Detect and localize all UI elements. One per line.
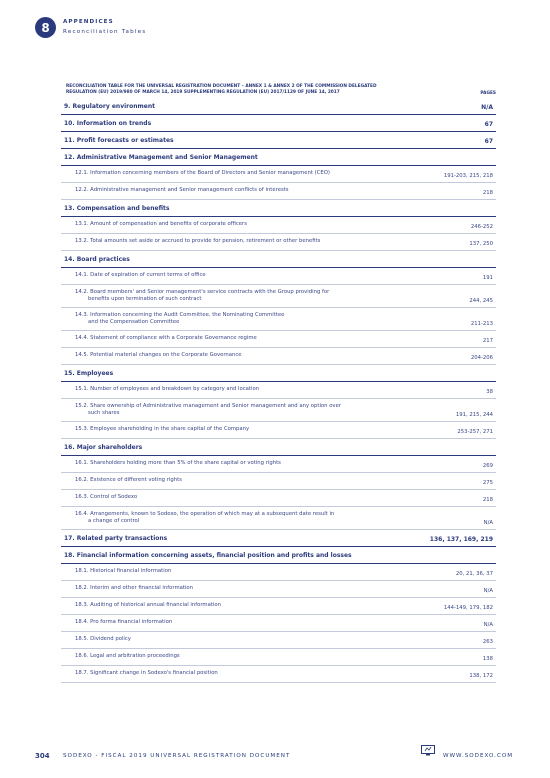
row-label-text: 18.1. Historical financial information [75,568,172,575]
row-label-text: 11. Profit forecasts or estimates [64,136,174,144]
row-pages: 136, 137, 169, 219 [429,536,493,543]
row-label [61,170,496,177]
row-label [61,653,496,660]
table-row [61,666,496,683]
table-row [61,456,496,473]
row-pages: N/A [483,520,493,526]
table-row [61,382,496,399]
reconciliation-table [61,98,496,683]
row-label [61,238,496,245]
row-label-text: 15.3. Employee shareholding in the share capital of the Company [75,426,250,433]
row-label-continuation: benefits upon termination of such contract [88,296,202,302]
row-label [61,602,496,609]
table-section-row [61,530,496,547]
footer-url[interactable]: WWW.SODEXO.COM [443,753,514,759]
row-pages: 275 [482,480,493,486]
row-label [61,403,496,418]
row-pages: 191, 215, 244 [455,412,493,418]
row-label-text: 14. Board practices [64,255,130,263]
row-label [61,477,496,484]
row-label [61,103,496,110]
row-label [61,370,496,377]
table-row [61,268,496,285]
row-label-text: 17. Related party transactions [64,534,168,542]
table-row [61,615,496,632]
row-label [61,460,496,467]
row-label [61,636,496,643]
row-pages: 218 [482,190,493,196]
row-label-text: 14.3. Information concerning the Audit Committee, the Nominating Committee [75,311,285,318]
table-section-row [61,547,496,564]
row-label-continuation: and the Compensation Committee [88,319,180,325]
table-row [61,348,496,365]
row-pages: 67 [484,138,493,145]
row-label-text: 18.6. Legal and arbitration proceedings [75,653,180,660]
row-label-text: 16.2. Existence of different voting rights [75,477,182,484]
row-label-text: 12.2. Administrative management and Senior management conflicts of interests [75,187,289,194]
row-label [61,352,496,359]
page-number: 304 [35,752,50,760]
row-label [61,426,496,433]
row-pages: 269 [482,463,493,469]
row-pages: N/A [481,104,493,111]
table-section-row [61,115,496,132]
row-label [61,511,496,526]
row-label [61,670,496,677]
row-label-text: 12. Administrative Management and Senior Management [64,153,258,161]
table-section-row [61,439,496,456]
table-row [61,331,496,348]
row-label-text: 14.2. Board members' and Senior management's service contracts with the Group providing for [75,288,330,295]
row-label-text: 16.4. Arrangements, known to Sodexo, the operation of which may at a subsequent date result in [75,510,335,517]
table-row [61,166,496,183]
row-label-text: 16.1. Shareholders holding more than 5% of the share capital or voting rights [75,460,281,467]
row-label [61,494,496,501]
row-pages: 20, 21, 36, 37 [455,571,493,577]
table-row [61,581,496,598]
row-label-text: 13. Compensation and benefits [64,204,170,212]
row-label [61,289,496,304]
pages-column-header: PAGES [480,91,496,96]
row-label-continuation: such shares [88,410,120,416]
row-label-text: 14.1. Date of expiration of current terms of office [75,272,206,279]
row-pages: 138 [482,656,493,662]
monitor-icon [421,745,435,756]
section-title: APPENDICES [63,19,114,25]
row-pages: 246-252 [470,224,493,230]
row-pages: 204-206 [470,355,493,361]
row-label [61,386,496,393]
row-pages: 67 [484,121,493,128]
row-label [61,335,496,342]
row-label [61,552,496,559]
row-label-text: 15.2. Share ownership of Administrative management and Senior management and any option over [75,402,342,409]
chapter-badge: 8 [35,17,56,38]
row-label [61,312,496,327]
table-row [61,217,496,234]
table-section-row [61,365,496,382]
row-pages: 137, 250 [469,241,493,247]
section-subtitle: Reconciliation Tables [63,29,147,35]
row-label [61,272,496,279]
table-row [61,564,496,581]
row-label-text: 15. Employees [64,369,114,377]
table-row [61,234,496,251]
row-pages: 138, 172 [469,673,493,679]
row-label-text: 10. Information on trends [64,119,152,127]
table-row [61,598,496,615]
table-row [61,632,496,649]
table-row [61,473,496,490]
row-label-text: 18.7. Significant change in Sodexo's financial position [75,670,218,677]
row-label [61,187,496,194]
row-pages: 191-203, 215, 218 [443,173,493,179]
row-label-text: 13.2. Total amounts set aside or accrued to provide for pension, retirement or other benefits [75,238,321,245]
row-label [61,154,496,161]
row-label-text: 12.1. Information concerning members of the Board of Directors and Senior management (CEO) [75,170,330,177]
table-section-row [61,132,496,149]
table-row [61,422,496,439]
row-label [61,256,496,263]
row-label-text: 16. Major shareholders [64,443,143,451]
row-label-text: 14.5. Potential material changes on the Corporate Governance [75,352,242,359]
table-section-row [61,251,496,268]
row-label [61,585,496,592]
table-row [61,507,496,530]
row-label-text: 16.3. Control of Sodexo [75,494,138,501]
row-label [61,619,496,626]
table-row [61,399,496,422]
table-row [61,183,496,200]
row-pages: 211-213 [470,321,493,327]
row-pages: 263 [482,639,493,645]
row-pages: 217 [482,338,493,344]
row-pages: N/A [483,622,493,628]
row-label [61,120,496,127]
row-label [61,137,496,144]
table-row [61,490,496,507]
row-pages: 244, 245 [469,298,493,304]
table-section-row [61,98,496,115]
row-pages: 218 [482,497,493,503]
row-label [61,444,496,451]
row-pages: N/A [483,588,493,594]
row-label-continuation: a change of control [88,518,140,524]
row-pages: 144-149, 179, 182 [443,605,493,611]
row-label-text: 18.3. Auditing of historical annual financial information [75,602,221,609]
footer-document-title: SODEXO - FISCAL 2019 UNIVERSAL REGISTRATION DOCUMENT [63,753,291,759]
table-row [61,308,496,331]
row-label [61,221,496,228]
table-title: RECONCILIATION TABLE FOR THE UNIVERSAL REGISTRATION DOCUMENT – ANNEX 1 & ANNEX 2 OF THE COMMISSION DELEGATED REGULATION (EU) 2019/980 OF MARCH 14, 2019 SUPPLEMENTING REGULATION (EU) 2017/1129 OF JUNE 14, 2017 [66,84,377,95]
row-label-text: 18.5. Dividend policy [75,636,131,643]
row-label-text: 18.2. Interim and other financial information [75,585,194,592]
row-label-text: 18.4. Pro forma financial information [75,619,173,626]
table-row [61,649,496,666]
row-pages: 191 [482,275,493,281]
row-label-text: 14.4. Statement of compliance with a Corporate Governance regime [75,335,257,342]
table-section-row [61,149,496,166]
row-pages: 253-257, 271 [457,429,493,435]
row-label-text: 15.1. Number of employees and breakdown by category and location [75,386,260,393]
row-label [61,568,496,575]
row-pages: 38 [486,389,493,395]
table-section-row [61,200,496,217]
row-label [61,205,496,212]
row-label-text: 13.1. Amount of compensation and benefits of corporate officers [75,221,247,228]
table-row [61,285,496,308]
row-label-text: 9. Regulatory environment [64,102,155,110]
row-label-text: 18. Financial information concerning assets, financial position and profits and losses [64,551,352,559]
